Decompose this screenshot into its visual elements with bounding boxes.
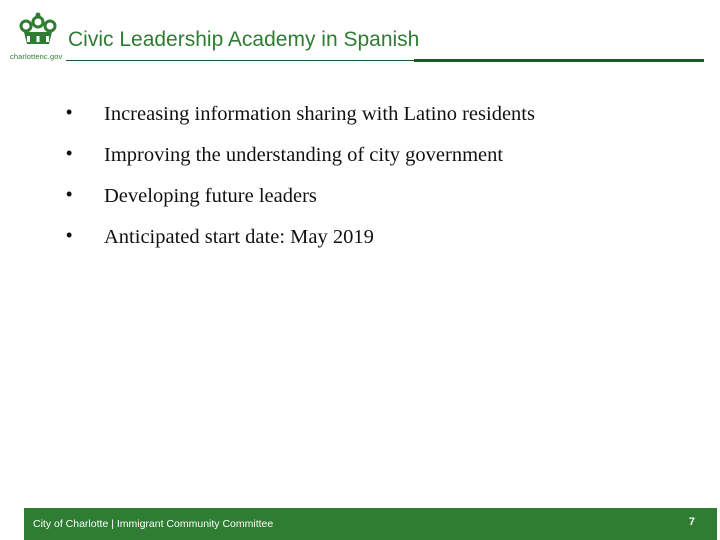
list-item <box>62 180 702 221</box>
list-item <box>62 98 702 139</box>
bullet-icon: • <box>66 184 73 204</box>
page-number: 7 <box>688 516 695 528</box>
footer-bar <box>24 508 717 540</box>
footer-text: City of Charlotte | Immigrant Community Committee <box>33 518 274 530</box>
bullet-text: Anticipated start date: May 2019 <box>104 226 374 248</box>
list-item <box>62 221 702 262</box>
bullet-text: Improving the understanding of city government <box>104 144 504 166</box>
bullet-icon: • <box>66 143 73 163</box>
city-logo <box>10 12 66 64</box>
title-divider-thin <box>66 60 414 61</box>
crown-icon <box>18 12 58 50</box>
list-item <box>62 139 702 180</box>
bullet-text: Developing future leaders <box>104 185 317 207</box>
bullet-text: Increasing information sharing with Latino residents <box>104 103 535 125</box>
bullet-list <box>62 98 702 262</box>
bullet-icon: • <box>66 102 73 122</box>
logo-text: charlottenc.gov <box>10 52 63 61</box>
bullet-icon: • <box>66 225 73 245</box>
page-title: Civic Leadership Academy in Spanish <box>68 28 420 51</box>
title-divider-thick <box>414 59 704 62</box>
